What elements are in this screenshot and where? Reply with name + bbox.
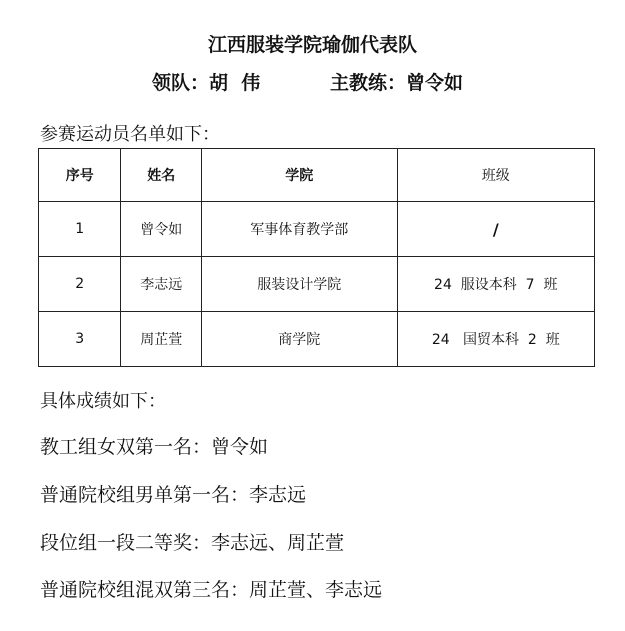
cell-number: 2	[39, 257, 121, 312]
header-college: 学院	[201, 149, 397, 202]
cell-name: 曾令如	[121, 202, 201, 257]
roster-intro: 参赛运动员名单如下：	[40, 124, 220, 145]
cell-number: 3	[39, 312, 121, 367]
cell-name: 李志远	[121, 257, 201, 312]
cell-college: 商学院	[201, 312, 397, 367]
table-row	[39, 257, 595, 312]
roster-table	[38, 148, 595, 367]
cell-class: 24 服设本科 7 班	[397, 257, 594, 312]
table-row	[39, 312, 595, 367]
cell-college: 服装设计学院	[201, 257, 397, 312]
table-row	[39, 202, 595, 257]
team-leader: 领队：胡 伟	[152, 72, 261, 94]
result-item: 普通院校组混双第三名：周芷萱、李志远	[40, 579, 383, 601]
table-header-row	[39, 149, 595, 202]
result-item: 普通院校组男单第一名：李志远	[40, 484, 307, 506]
cell-name: 周芷萱	[121, 312, 201, 367]
results-heading: 具体成绩如下：	[40, 391, 166, 412]
header-number: 序号	[39, 149, 121, 202]
result-item: 段位组一段二等奖：李志远、周芷萱	[40, 532, 345, 554]
header-name: 姓名	[121, 149, 201, 202]
cell-class: /	[397, 202, 594, 257]
cell-number: 1	[39, 202, 121, 257]
head-coach: 主教练：曾令如	[330, 72, 464, 94]
result-item: 教工组女双第一名：曾令如	[40, 436, 269, 458]
page-title: 江西服装学院瑜伽代表队	[207, 34, 417, 56]
cell-class: 24 国贸本科 2 班	[397, 312, 594, 367]
header-class: 班级	[397, 149, 594, 202]
cell-college: 军事体育教学部	[201, 202, 397, 257]
